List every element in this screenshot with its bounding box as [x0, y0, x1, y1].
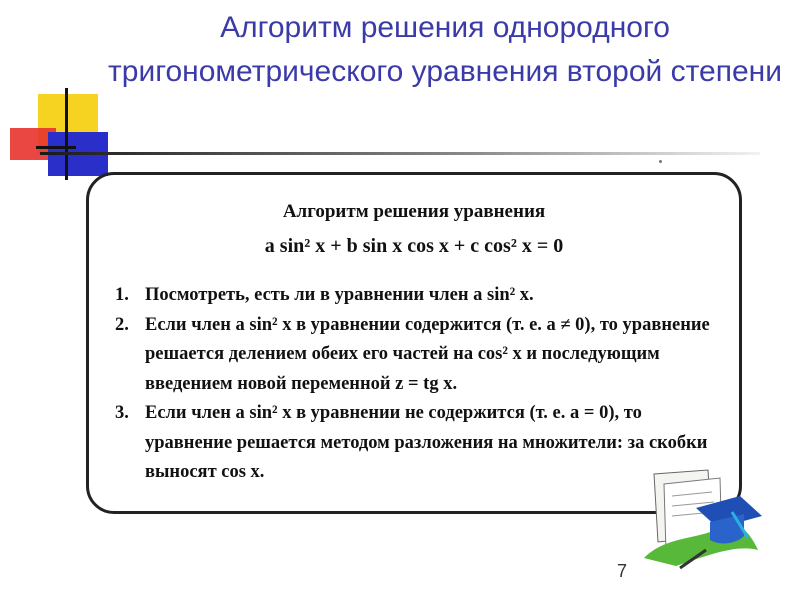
step-number: 3.	[115, 403, 129, 423]
deco-vertical-line	[65, 88, 68, 180]
slide-title: Алгоритм решения однородного тригонометрического уравнения второй степени	[108, 11, 782, 88]
deco-horizontal-line	[36, 146, 76, 149]
step-number: 1.	[115, 285, 129, 305]
decorative-squares	[0, 0, 110, 190]
algorithm-box	[86, 172, 742, 514]
step-text: Посмотреть, есть ли в уравнении член a sin² x.	[145, 285, 534, 305]
step-text: Если член a sin² x в уравнении содержится (т. е. a ≠ 0), то уравнение решается делением обеих его частей на cos² x и последующим введением новой переменной z = tg x.	[145, 314, 710, 394]
page-number: 7	[617, 561, 628, 581]
step-1	[115, 281, 731, 311]
title-divider	[40, 152, 760, 155]
graduation-cap-clipart	[636, 466, 766, 574]
equation-formula: a sin² x + b sin x cos x + c cos² x = 0	[264, 235, 564, 257]
algorithm-heading: Алгоритм решения уравнения	[282, 201, 546, 222]
divider-dot	[659, 160, 662, 163]
step-text: Если член a sin² x в уравнении не содержится (т. е. a = 0), то уравнение решается методом разложения на множители: за скобки выносят cos x.	[145, 403, 708, 482]
step-number: 2.	[115, 314, 129, 335]
algorithm-steps	[115, 281, 731, 488]
step-2	[115, 311, 731, 400]
